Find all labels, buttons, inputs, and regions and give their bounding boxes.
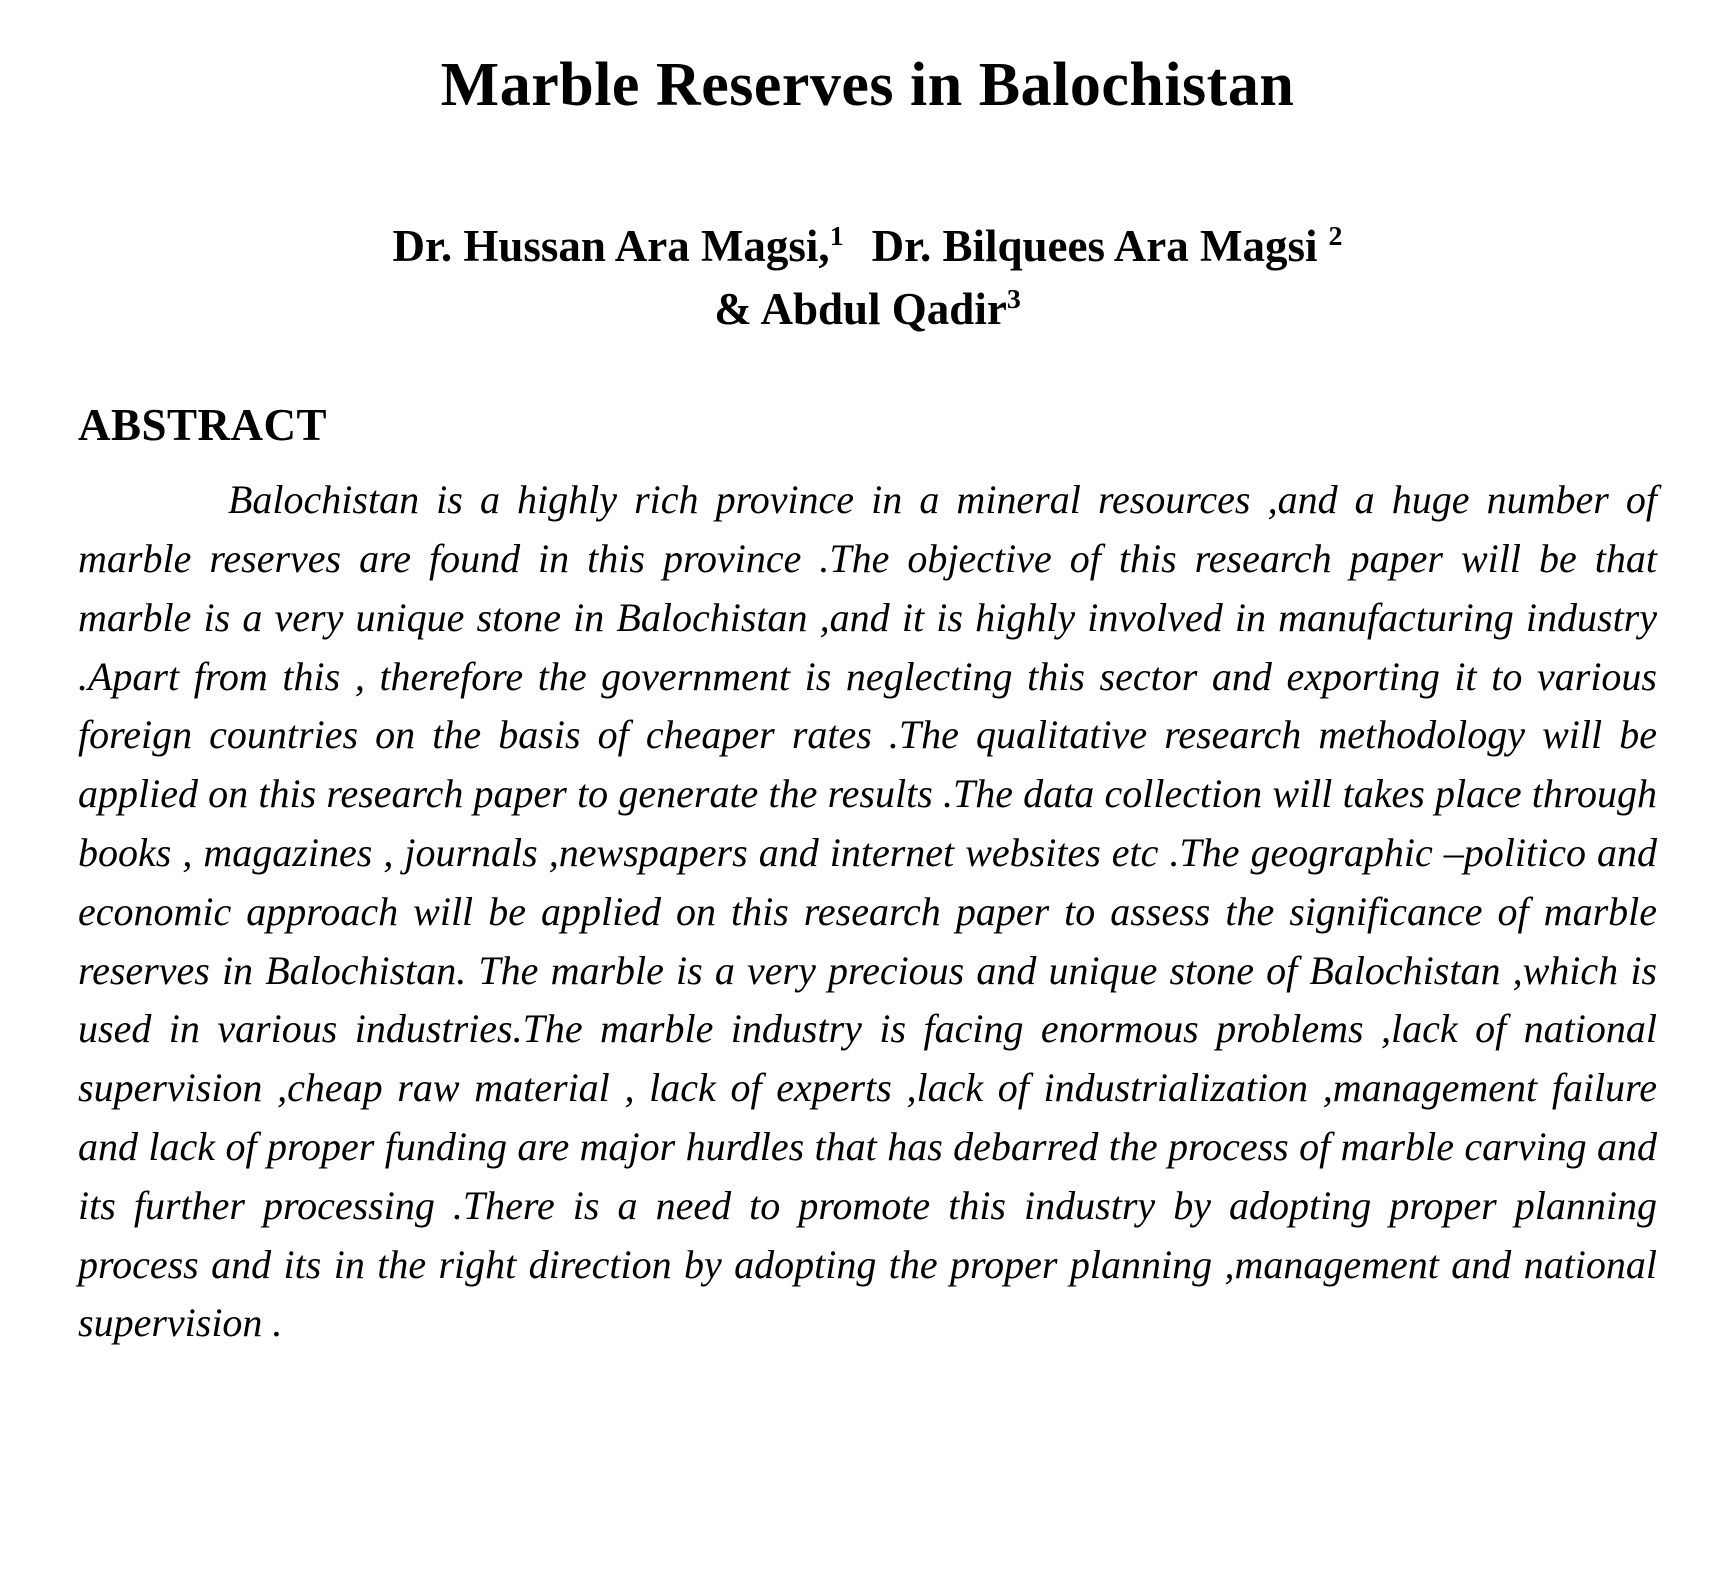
author-1-affiliation-marker: 1 [829, 221, 844, 253]
author-2-name: Dr. Bilquees Ara Magsi [871, 221, 1318, 272]
author-3-affiliation-marker: 3 [1006, 284, 1021, 316]
authors-block [78, 215, 1657, 341]
author-3-name: & Abdul Qadir [714, 284, 1007, 335]
abstract-heading: ABSTRACT [78, 400, 328, 451]
author-1-name: Dr. Hussan Ara Magsi, [392, 221, 830, 272]
authors-line-1 [78, 215, 1657, 278]
authors-line-2 [78, 278, 1657, 341]
abstract-text: Balochistan is a highly rich province in a mineral resources ,and a huge number of marble reserves are found in this province .The objective of this research paper will be that marble is a very unique stone in Balochistan ,and it is highly involved in manufacturing industry .Apart from this , therefore the government is neglecting this sector and exporting it to various foreign countries on the basis of cheaper rates .The qualitative research methodology will be applied on this research paper to generate the results .The data collection will takes place through books , magazines , journals ,newspapers and internet websites etc .The geographic –politico and economic approach will be applied on this research paper to assess the significance of marble reserves in Balochistan. The marble is a very precious and unique stone of Balochistan ,which is used in various industries.The marble industry is facing enormous problems ,lack of national supervision ,cheap raw material , lack of experts ,lack of industrialization ,management failure and lack of proper funding are major hurdles that has debarred the process of marble carving and its further processing .There is a need to promote this industry by adopting proper planning process and its in the right direction by adopting the proper planning ,management and national supervision . [78, 477, 1657, 1346]
author-2-affiliation-marker: 2 [1328, 221, 1343, 253]
paper-title: Marble Reserves in Balochistan [440, 51, 1295, 119]
